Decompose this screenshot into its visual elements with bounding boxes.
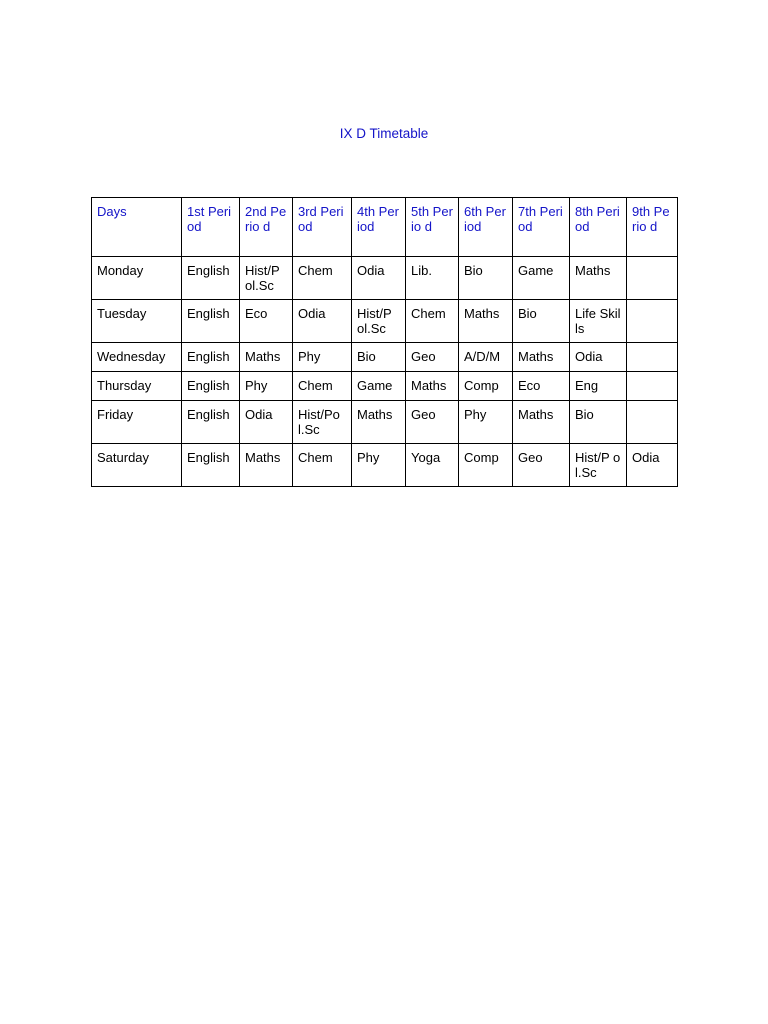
- period-cell: [627, 401, 678, 444]
- table-row-thursday: [92, 372, 678, 401]
- period-cell: Eco: [240, 300, 293, 343]
- period-cell: English: [182, 401, 240, 444]
- header-period-3: 3rd Period: [293, 198, 352, 257]
- period-cell: Maths: [352, 401, 406, 444]
- period-cell: Hist/P ol.Sc: [352, 300, 406, 343]
- header-period-7: 7th Period: [513, 198, 570, 257]
- period-cell: Odia: [240, 401, 293, 444]
- period-cell: English: [182, 257, 240, 300]
- period-cell: Maths: [406, 372, 459, 401]
- period-cell: Phy: [352, 444, 406, 487]
- table-row-monday: [92, 257, 678, 300]
- period-cell: English: [182, 372, 240, 401]
- period-cell: Bio: [352, 343, 406, 372]
- header-period-4: 4th Period: [352, 198, 406, 257]
- period-cell: Chem: [293, 257, 352, 300]
- day-cell: Monday: [92, 257, 182, 300]
- period-cell: Phy: [293, 343, 352, 372]
- header-period-8: 8th Period: [570, 198, 627, 257]
- day-cell: Tuesday: [92, 300, 182, 343]
- period-cell: [627, 372, 678, 401]
- header-period-2: 2nd Perio d: [240, 198, 293, 257]
- period-cell: Comp: [459, 444, 513, 487]
- period-cell: Maths: [240, 343, 293, 372]
- period-cell: Bio: [513, 300, 570, 343]
- period-cell: Chem: [406, 300, 459, 343]
- period-cell: Eco: [513, 372, 570, 401]
- period-cell: English: [182, 300, 240, 343]
- period-cell: Hist/P ol.Sc: [240, 257, 293, 300]
- period-cell: English: [182, 343, 240, 372]
- period-cell: Game: [513, 257, 570, 300]
- header-period-1: 1st Period: [182, 198, 240, 257]
- period-cell: Lib.: [406, 257, 459, 300]
- period-cell: [627, 300, 678, 343]
- period-cell: Maths: [513, 343, 570, 372]
- period-cell: Game: [352, 372, 406, 401]
- period-cell: Maths: [513, 401, 570, 444]
- period-cell: Odia: [570, 343, 627, 372]
- period-cell: Phy: [459, 401, 513, 444]
- period-cell: Hist/P ol.Sc: [570, 444, 627, 487]
- period-cell: Hist/Po l.Sc: [293, 401, 352, 444]
- period-cell: Odia: [352, 257, 406, 300]
- day-cell: Thursday: [92, 372, 182, 401]
- period-cell: Maths: [459, 300, 513, 343]
- period-cell: Life Skills: [570, 300, 627, 343]
- header-days: Days: [92, 198, 182, 257]
- period-cell: Eng: [570, 372, 627, 401]
- header-period-5: 5th Perio d: [406, 198, 459, 257]
- period-cell: Chem: [293, 372, 352, 401]
- period-cell: [627, 343, 678, 372]
- table-row-saturday: [92, 444, 678, 487]
- period-cell: Phy: [240, 372, 293, 401]
- header-period-6: 6th Period: [459, 198, 513, 257]
- period-cell: Yoga: [406, 444, 459, 487]
- period-cell: A/D/M: [459, 343, 513, 372]
- header-period-9: 9th Perio d: [627, 198, 678, 257]
- table-row-tuesday: [92, 300, 678, 343]
- period-cell: Bio: [570, 401, 627, 444]
- period-cell: Geo: [513, 444, 570, 487]
- day-cell: Saturday: [92, 444, 182, 487]
- page-title: IX D Timetable: [339, 126, 429, 141]
- period-cell: Maths: [570, 257, 627, 300]
- period-cell: Maths: [240, 444, 293, 487]
- table-row-friday: [92, 401, 678, 444]
- period-cell: Chem: [293, 444, 352, 487]
- period-cell: Odia: [627, 444, 678, 487]
- period-cell: English: [182, 444, 240, 487]
- period-cell: Comp: [459, 372, 513, 401]
- table-row-wednesday: [92, 343, 678, 372]
- day-cell: Friday: [92, 401, 182, 444]
- day-cell: Wednesday: [92, 343, 182, 372]
- period-cell: Geo: [406, 401, 459, 444]
- header-row: [92, 198, 678, 257]
- period-cell: Geo: [406, 343, 459, 372]
- period-cell: [627, 257, 678, 300]
- period-cell: Odia: [293, 300, 352, 343]
- period-cell: Bio: [459, 257, 513, 300]
- timetable: [91, 197, 678, 487]
